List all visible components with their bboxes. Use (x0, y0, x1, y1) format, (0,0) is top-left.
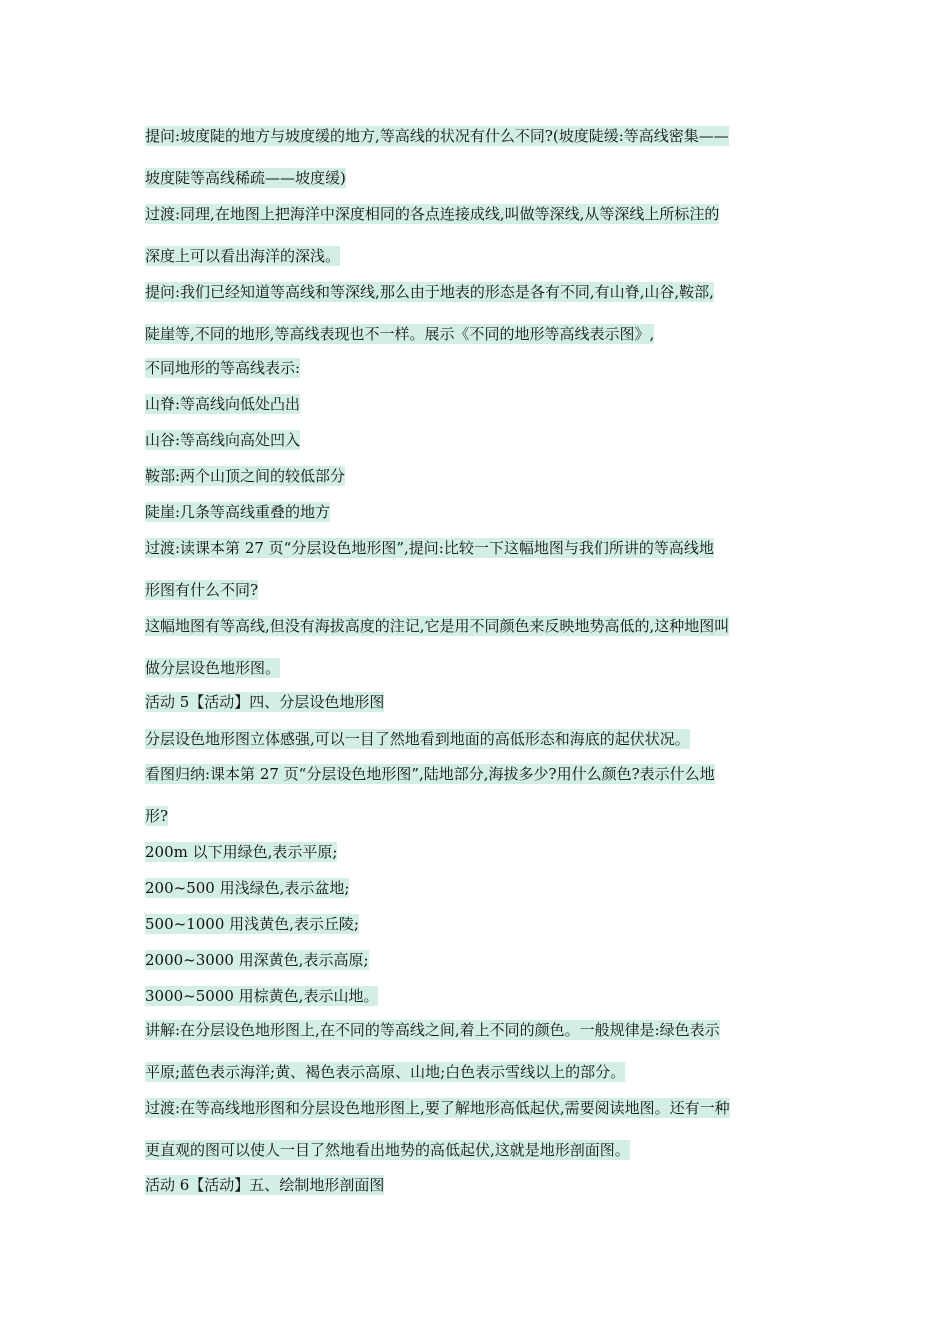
highlighted-text: 做分层设色地形图。 (145, 659, 281, 677)
highlighted-text: 鞍部:两个山顶之间的较低部分 (145, 467, 346, 485)
highlighted-text: 深度上可以看出海洋的深浅。 (145, 247, 341, 265)
highlighted-text: 500~1000 用浅黄色,表示丘陵; (145, 915, 359, 933)
text-line (145, 169, 346, 187)
highlighted-text: 过渡:在等高线地形图和分层设色地形图上,要了解地形高低起伏,需要阅读地图。还有一种 (145, 1099, 730, 1117)
text-line (145, 247, 340, 265)
highlighted-text: 山脊:等高线向低处凸出 (145, 395, 301, 413)
text-line (145, 843, 337, 861)
highlighted-text: 过渡:读课本第 27 页“分层设色地形图”,提问:比较一下这幅地图与我们所讲的等高线地 (145, 539, 714, 557)
text-line (145, 539, 714, 557)
text-line (145, 1063, 625, 1081)
text-line (145, 325, 654, 343)
text-line (145, 1099, 730, 1117)
highlighted-text: 提问:我们已经知道等高线和等深线,那么由于地表的形态是各有不同,有山脊,山谷,鞍部, (145, 283, 714, 301)
text-line (145, 807, 168, 825)
highlighted-text: 活动 6【活动】五、绘制地形剖面图 (145, 1176, 385, 1194)
highlighted-text: 200m 以下用绿色,表示平原; (145, 843, 338, 861)
text-line (145, 1141, 630, 1159)
text-line (145, 205, 719, 223)
text-line (145, 359, 300, 377)
text-line (145, 765, 715, 783)
text-line (145, 951, 369, 969)
text-line (145, 915, 359, 933)
text-line (145, 659, 280, 677)
highlighted-text: 平原;蓝色表示海洋;黄、褐色表示高原、山地;白色表示雪线以上的部分。 (145, 1063, 626, 1081)
text-line (145, 617, 729, 635)
text-line (145, 127, 729, 145)
text-line (145, 693, 384, 711)
highlighted-text: 更直观的图可以使人一目了然地看出地势的高低起伏,这就是地形剖面图。 (145, 1141, 630, 1159)
highlighted-text: 分层设色地形图立体感强,可以一目了然地看到地面的高低形态和海底的起伏状况。 (145, 730, 690, 748)
text-line (145, 467, 345, 485)
text-line (145, 1176, 384, 1194)
highlighted-text: 陡崖等,不同的地形,等高线表现也不一样。展示《不同的地形等高线表示图》, (145, 325, 655, 343)
highlighted-text: 3000~5000 用棕黄色,表示山地。 (145, 987, 379, 1005)
highlighted-text: 陡崖:几条等高线重叠的地方 (145, 503, 331, 521)
highlighted-text: 提问:坡度陡的地方与坡度缓的地方,等高线的状况有什么不同?(坡度陡缓:等高线密集—— (145, 127, 729, 145)
highlighted-text: 200~500 用浅绿色,表示盆地; (145, 879, 350, 897)
text-line (145, 581, 258, 599)
text-line (145, 987, 378, 1005)
text-line (145, 283, 714, 301)
highlighted-text: 2000~3000 用深黄色,表示高原; (145, 951, 369, 969)
text-line (145, 395, 300, 413)
highlighted-text: 这幅地图有等高线,但没有海拔高度的注记,它是用不同颜色来反映地势高低的,这种地图叫 (145, 617, 730, 635)
highlighted-text: 形图有什么不同? (145, 581, 259, 599)
text-line (145, 431, 300, 449)
highlighted-text: 过渡:同理,在地图上把海洋中深度相同的各点连接成线,叫做等深线,从等深线上所标注的 (145, 205, 720, 223)
text-line (145, 1021, 720, 1039)
highlighted-text: 看图归纳:课本第 27 页“分层设色地形图”,陆地部分,海拔多少?用什么颜色?表示什么地 (145, 765, 715, 783)
highlighted-text: 讲解:在分层设色地形图上,在不同的等高线之间,着上不同的颜色。一般规律是:绿色表示 (145, 1021, 720, 1039)
text-line (145, 503, 330, 521)
text-line (145, 879, 349, 897)
highlighted-text: 山谷:等高线向高处凹入 (145, 431, 301, 449)
highlighted-text: 坡度陡等高线稀疏——坡度缓) (145, 169, 346, 187)
text-line (145, 730, 690, 748)
highlighted-text: 不同地形的等高线表示: (145, 359, 301, 377)
highlighted-text: 活动 5【活动】四、分层设色地形图 (145, 693, 385, 711)
highlighted-text: 形? (145, 807, 169, 825)
